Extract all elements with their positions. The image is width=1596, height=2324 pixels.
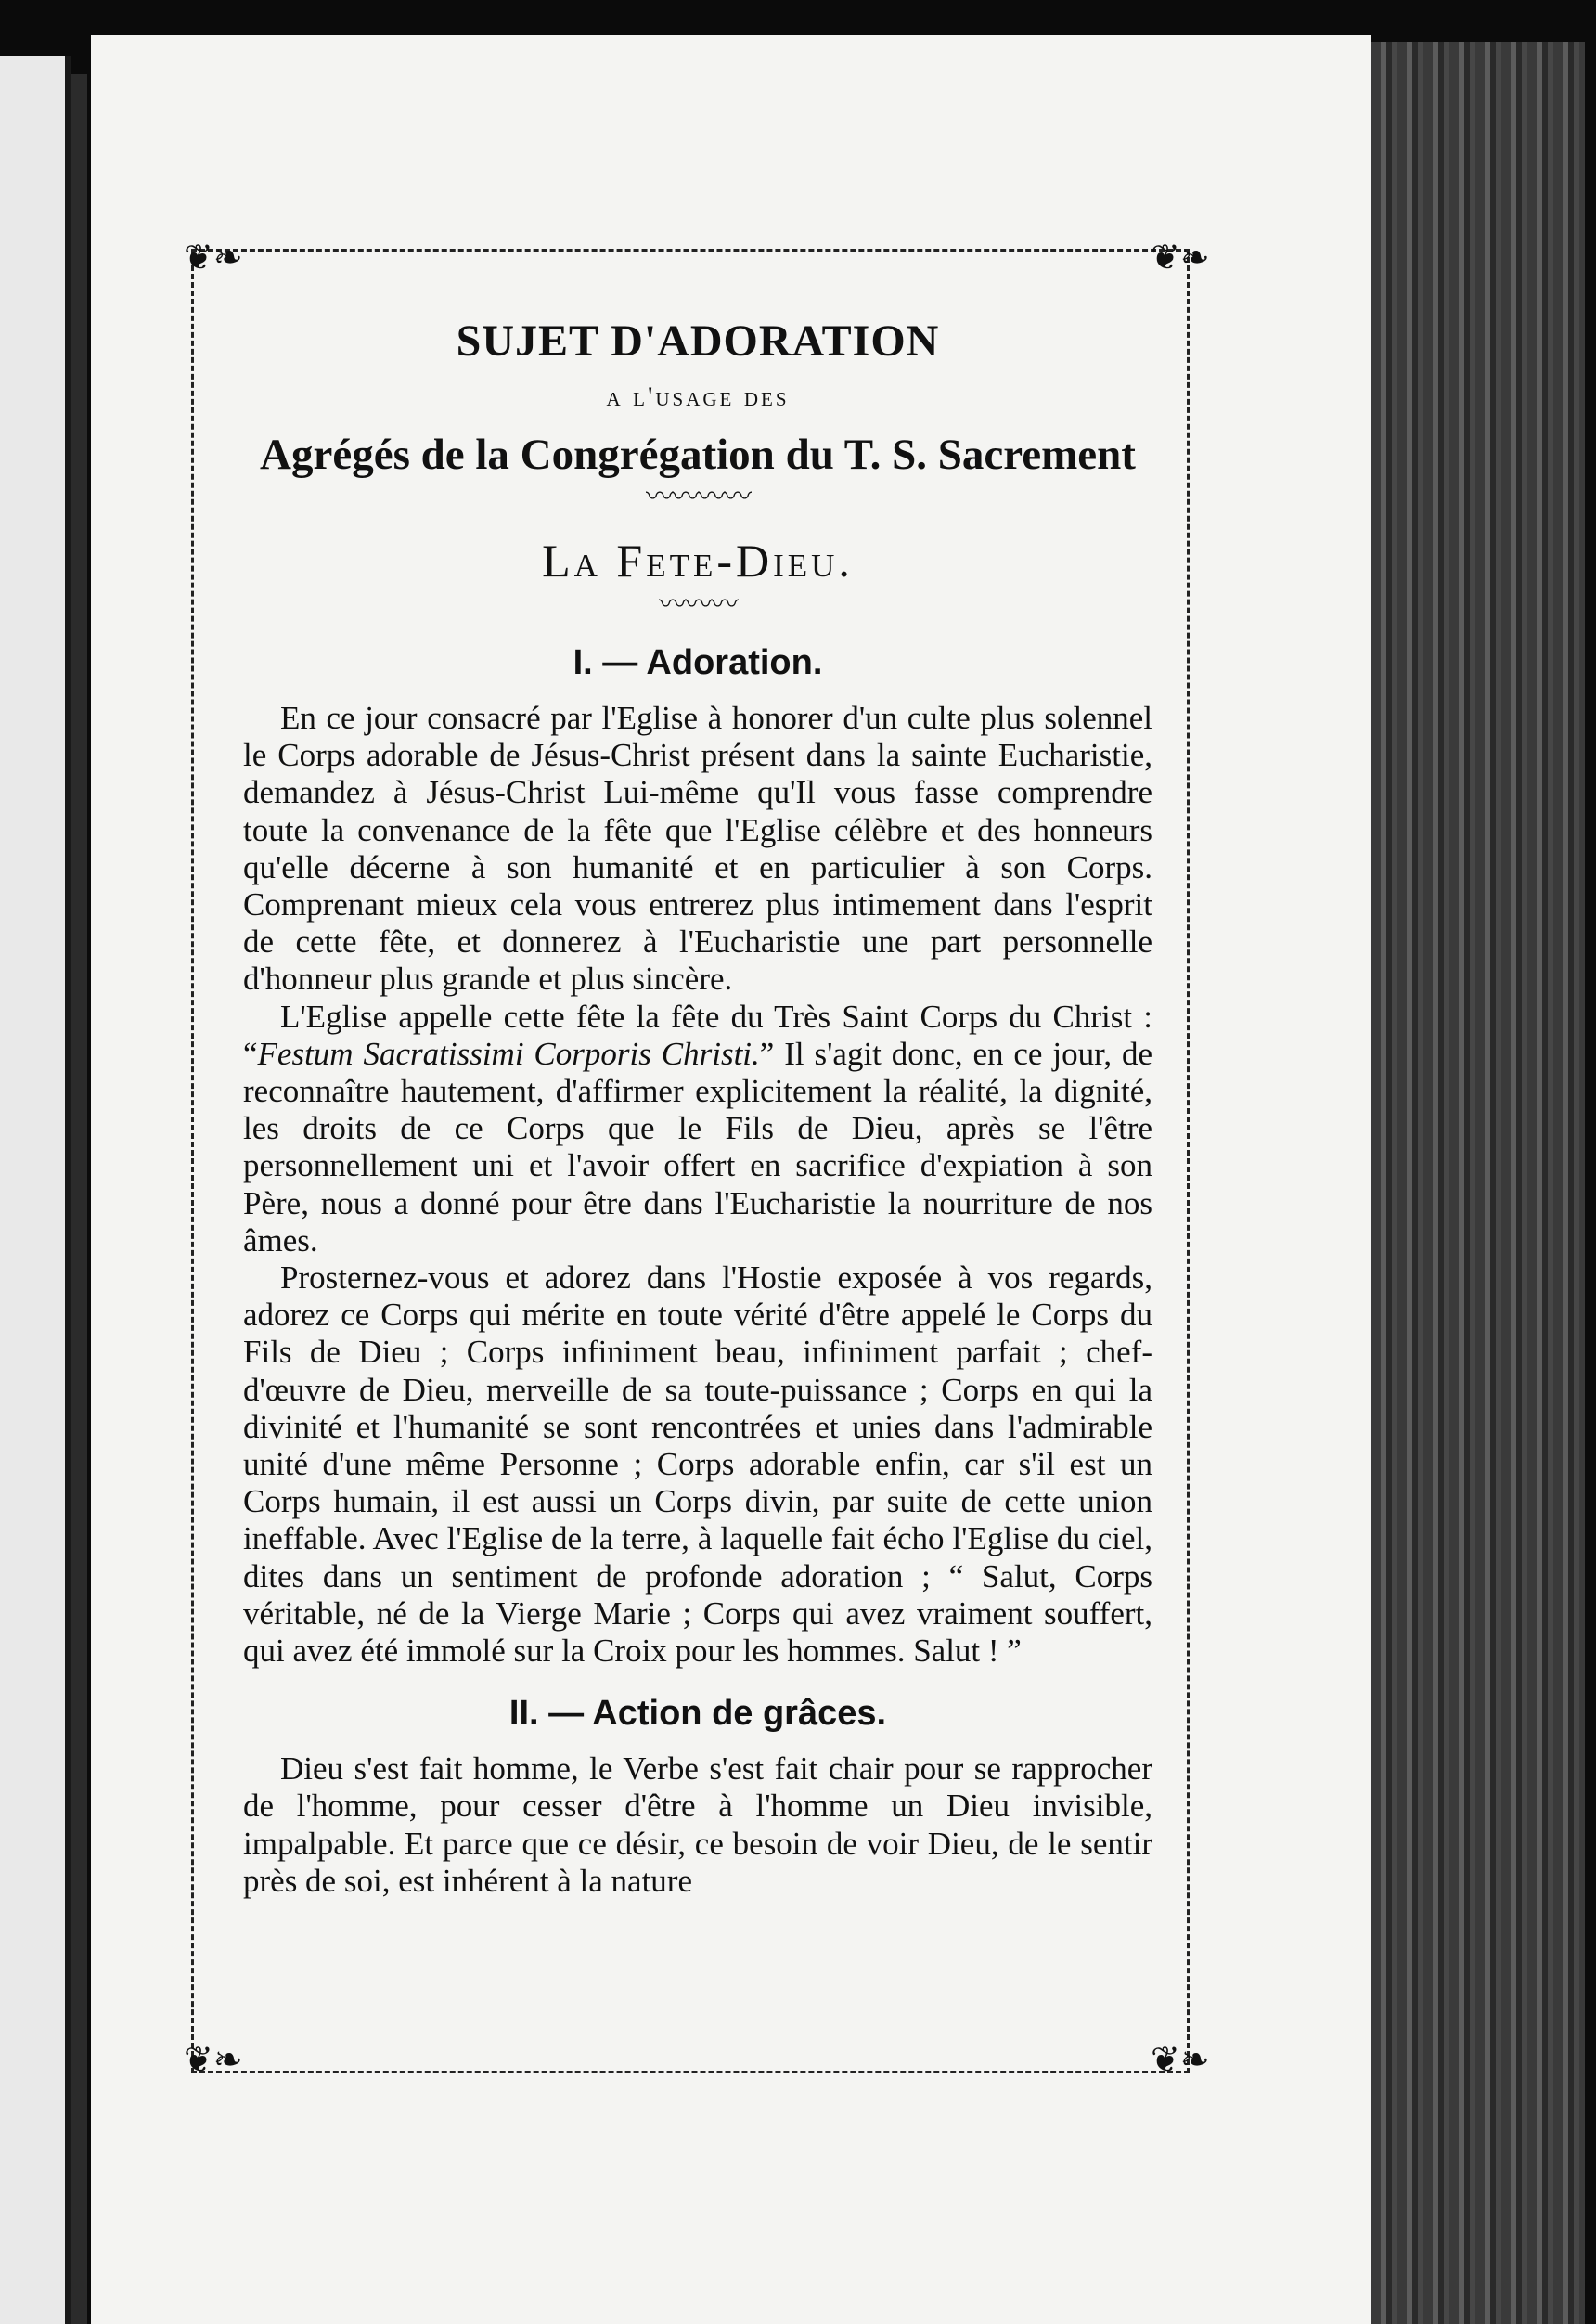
paragraph — [243, 999, 1152, 1259]
section-heading-adoration: I. — Adoration. — [573, 643, 823, 682]
section-heading-action-de-graces: II. — Action de grâces. — [508, 1694, 887, 1734]
facing-page-edge — [0, 56, 71, 2324]
paragraph: Prosternez-vous et adorez dans l'Hostie exposée à vos regards, adorez ce Corps qui mérite en toute vérité d'être appelé le Corps du Fils de Dieu ; Corps infiniment beau, infiniment parfait ; chef-d'œuvre de Dieu, merveille de sa toute-puissance ; Corps en qui la divinité et l'humanité se sont rencontrées et unies dans l'admirable unité d'une même Personne ; Corps adorable enfin, car s'il est un Corps humain, il est aussi un Corps divin, par suite de cette union ineffable. Avec l'Eglise de la terre, à laquelle fait écho l'Eglise du ciel, dites dans un sentiment de profonde adoration ; “ Salut, Corps véritable, né de la Vierge Marie ; Corps qui avez vraiment souffert, qui avez été immolé sur la Croix pour les hommes. Salut ! ” — [243, 1259, 1152, 1670]
paragraph-text: L'Eglise appelle cette fête la fête du Très Saint Corps du Christ : “ — [243, 998, 1152, 1072]
paragraph: En ce jour consacré par l'Eglise à honorer d'un culte plus solennel le Corps adorable de Jésus-Christ présent dans la sainte Eucharistie, demandez à Jésus-Christ Lui-même qu'Il vous fasse comprendre toute la convenance de la fête que l'Eglise célèbre et des honneurs qu'elle décerne à son humanité et en particulier à son Corps. Comprenant mieux cela vous entrerez plus intimement dans l'esprit de cette fête, et donnerez à l'Eucharistie une part personnelle d'honneur plus grande et plus sincère. — [243, 700, 1152, 998]
corner-ornament-top-left: ❦❧ — [184, 237, 243, 278]
page-stack-edge — [1371, 42, 1585, 2324]
feast-title: La Fete-Dieu. — [542, 535, 854, 587]
corner-ornament-bottom-left: ❦❧ — [184, 2039, 243, 2080]
paragraph: Dieu s'est fait homme, le Verbe s'est fait chair pour se rapprocher de l'homme, pour cesser d'être à l'homme un Dieu invisible, impalpable. Et parce que ce désir, ce besoin de voir Dieu, de le sentir près de soi, est inhérent à la nature — [243, 1750, 1152, 1899]
latin-quote: Festum Sacratissimi Corporis Christi. — [257, 1035, 760, 1072]
corner-ornament-top-right: ❦❧ — [1151, 237, 1210, 278]
book-gutter — [71, 74, 87, 2324]
page-content — [243, 316, 1152, 1900]
wave-divider: 〰〰〰 — [659, 588, 737, 621]
page-subtitle: a l'usage des — [606, 381, 790, 412]
page-title: SUJET D'ADORATION — [456, 316, 940, 366]
wave-divider: 〰〰〰〰 — [646, 481, 750, 513]
congregation-heading: Agrégés de la Congrégation du T. S. Sacrement — [260, 431, 1136, 479]
corner-ornament-bottom-right: ❦❧ — [1151, 2039, 1210, 2080]
paragraph-text: ” Il s'agit donc, en ce jour, de reconnaître hautement, d'affirmer explicitement la réalité, la dignité, les droits de ce Corps que le Fils de Dieu, après se l'être personnellement uni et l'avoir offert en sacrifice d'expiation à son Père, nous a donné pour être dans l'Eucharistie la nourriture de nos âmes. — [243, 1035, 1153, 1259]
